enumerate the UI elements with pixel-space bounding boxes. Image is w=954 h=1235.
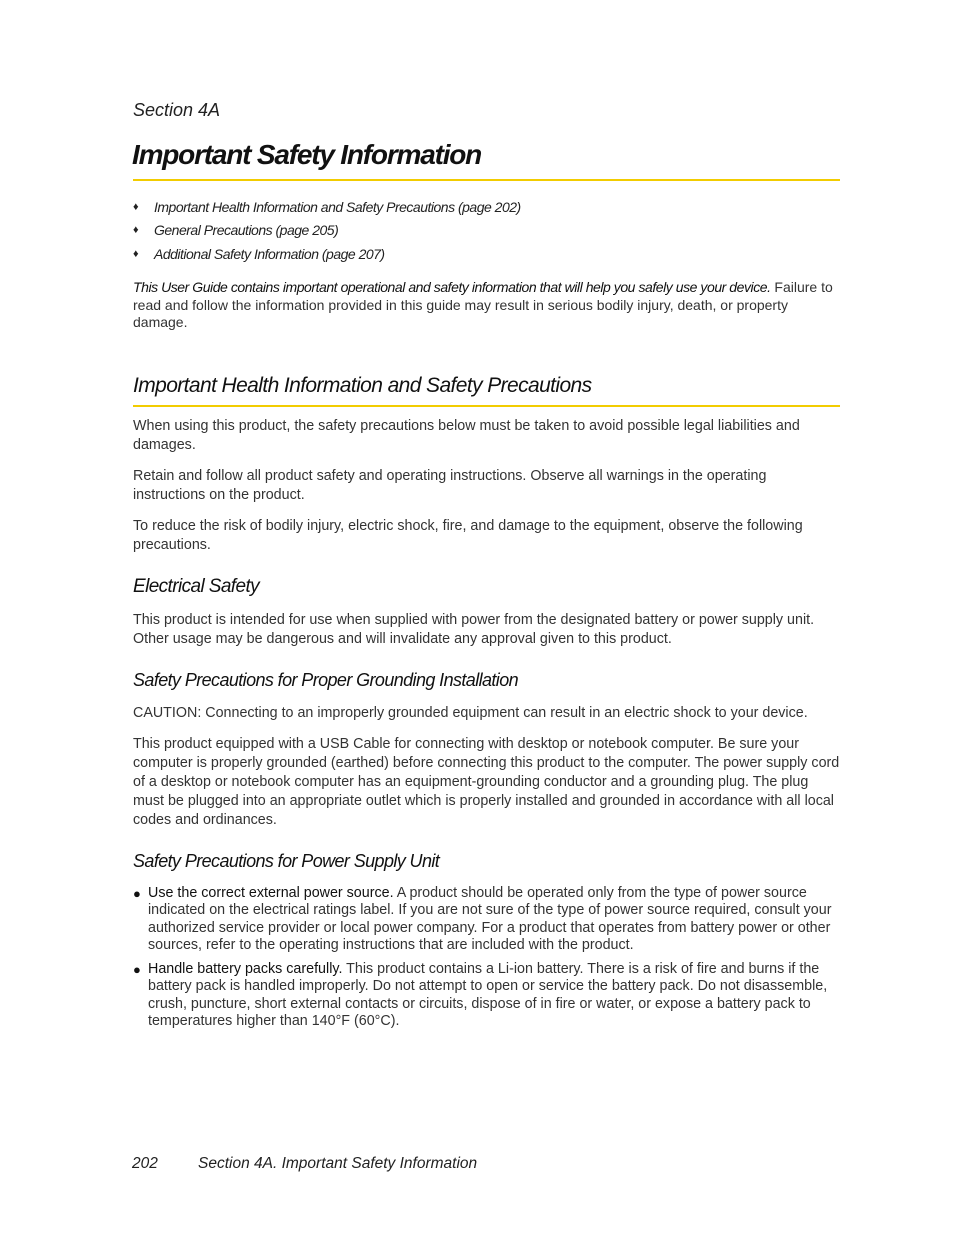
title-underline	[133, 179, 840, 181]
intro-paragraph	[133, 279, 840, 332]
grounding-heading: Safety Precautions for Proper Grounding Installation	[133, 670, 519, 690]
bullet-text: A product should be operated only from the type of power source indicated on the electrical ratings label. If you are not sure of the type of power source required, consult your authorized service provider or local power company. For a product that operates from battery power or other sources, refer to the operating instructions that are included with the product.	[148, 885, 832, 953]
health-paragraph-3: To reduce the risk of bodily injury, electric shock, fire, and damage to the equipment, observe the following precautions.	[133, 518, 803, 553]
intro-emphasis: This User Guide contains important operational and safety information that will help you safely use your device.	[133, 279, 771, 295]
diamond-bullet-icon: ♦	[133, 224, 139, 237]
intro-rest: Failure to read and follow the information provided in this guide may result in serious bodily injury, death, or property damage.	[133, 279, 833, 330]
health-paragraph-1: When using this product, the safety precautions below must be taken to avoid possible legal liabilities and damages.	[133, 418, 800, 453]
toc-item-label: Important Health Information and Safety Precautions (page 202)	[154, 198, 521, 215]
electrical-paragraph: This product is intended for use when supplied with power from the designated battery or power supply unit. Other usage may be dangerous and will invalidate any approval given to this product.	[133, 612, 815, 647]
toc-item[interactable]	[133, 242, 840, 266]
power-heading: Safety Precautions for Power Supply Unit	[133, 851, 440, 871]
footer-section-title: Section 4A. Important Safety Information	[198, 1155, 478, 1172]
diamond-bullet-icon: ♦	[133, 200, 139, 213]
bullet-dot-icon: ●	[133, 886, 141, 901]
grounding-paragraph: This product equipped with a USB Cable for connecting with desktop or notebook computer. Be sure your computer is properly grounded (earthed) before connecting this product to the computer. The power supply cord of a desktop or notebook computer has an equipment-grounding conductor and a grounding plug. The plug must be plugged into an appropriate outlet which is properly installed and grounded in accordance with all local codes and ordinances.	[133, 736, 840, 828]
list-item	[133, 961, 840, 1030]
bullet-lead: Handle battery packs carefully.	[148, 961, 343, 977]
toc-item[interactable]	[133, 219, 840, 243]
list-item	[133, 885, 840, 954]
bullet-dot-icon: ●	[133, 962, 141, 977]
health-paragraph-2: Retain and follow all product safety and operating instructions. Observe all warnings in the operating instructions on the product.	[133, 468, 767, 503]
toc-item-label: General Precautions (page 205)	[154, 222, 339, 239]
electrical-heading: Electrical Safety	[133, 576, 260, 597]
grounding-caution: CAUTION: Connecting to an improperly grounded equipment can result in an electric shock to your device.	[133, 705, 808, 721]
bullet-lead: Use the correct external power source.	[148, 885, 394, 901]
section-label: Section 4A	[133, 100, 221, 120]
toc-item[interactable]	[133, 195, 840, 219]
diamond-bullet-icon: ♦	[133, 247, 139, 260]
section-toc	[133, 195, 840, 266]
toc-item-label: Additional Safety Information (page 207)	[154, 245, 385, 262]
page-title: Important Safety Information	[132, 139, 482, 170]
health-heading: Important Health Information and Safety Precautions	[133, 374, 592, 397]
bullet-text: This product contains a Li-ion battery. There is a risk of fire and burns if the battery pack is handled improperly. Do not attempt to open or service the battery pack. Do not disassemble, crush, puncture, short external contacts or circuits, dispose of in fire or water, or expose a battery pack to temperatures higher than 140°F (60°C).	[148, 961, 828, 1029]
page-number: 202	[132, 1155, 158, 1172]
health-heading-underline	[133, 405, 840, 407]
